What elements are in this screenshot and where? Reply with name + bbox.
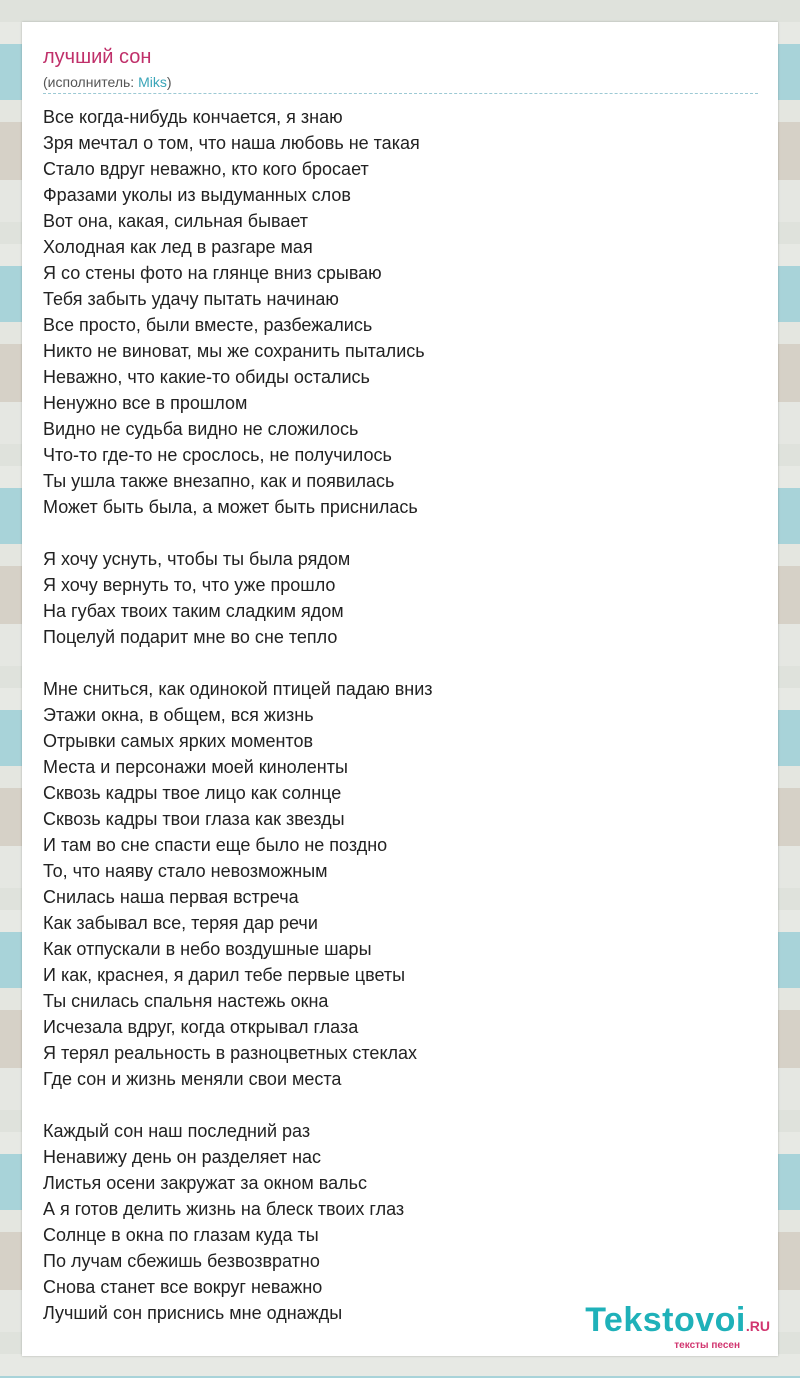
lyric-line: Вот она, какая, сильная бывает: [43, 211, 309, 231]
lyric-line: И как, краснея, я дарил тебе первые цветы: [43, 965, 406, 985]
lyric-line: Никто не виноват, мы же сохранить пытались: [43, 341, 425, 361]
lyric-line: Отрывки самых ярких моментов: [43, 731, 314, 751]
stanza-break: [43, 1092, 433, 1118]
lyric-line: Видно не судьба видно не сложилось: [43, 419, 359, 439]
lyric-line: Я хочу уснуть, чтобы ты была рядом: [43, 549, 351, 569]
song-title: лучший сон: [43, 46, 152, 68]
logo-tagline: тексты песен: [674, 1340, 740, 1351]
site-logo[interactable]: [585, 1302, 770, 1352]
lyric-line: Все когда-нибудь кончается, я знаю: [43, 107, 343, 127]
lyric-line: Лучший сон приснись мне однажды: [43, 1303, 343, 1323]
lyric-line: Холодная как лед в разгаре мая: [43, 237, 313, 257]
logo-tld: .RU: [745, 1318, 770, 1334]
lyric-line: Тебя забыть удачу пытать начинаю: [43, 289, 339, 309]
lyric-line: Поцелуй подарит мне во сне тепло: [43, 627, 338, 647]
lyric-line: Как забывал все, теряя дар речи: [43, 913, 318, 933]
lyric-line: По лучам сбежишь безвозвратно: [43, 1251, 320, 1271]
lyric-line: На губах твоих таким сладким ядом: [43, 601, 344, 621]
lyric-line: Где сон и жизнь меняли свои места: [43, 1069, 342, 1089]
lyric-line: Места и персонажи моей киноленты: [43, 757, 348, 777]
lyric-line: Мне сниться, как одинокой птицей падаю вниз: [43, 679, 433, 699]
artist-prefix: (исполнитель:: [43, 74, 139, 90]
lyric-line: Ты снилась спальня настежь окна: [43, 991, 329, 1011]
lyric-line: Стало вдруг неважно, кто кого бросает: [43, 159, 369, 179]
lyric-line: Этажи окна, в общем, вся жизнь: [43, 705, 314, 725]
stanza-break: [43, 520, 433, 546]
lyric-line: Может быть была, а может быть приснилась: [43, 497, 418, 517]
lyric-line: Я терял реальность в разноцветных стеклах: [43, 1043, 418, 1063]
lyric-line: Фразами уколы из выдуманных слов: [43, 185, 351, 205]
lyric-line: Ты ушла также внезапно, как и появилась: [43, 471, 395, 491]
artist-line: [43, 73, 172, 91]
lyrics-card: [22, 22, 778, 1356]
lyric-line: Каждый сон наш последний раз: [43, 1121, 311, 1141]
lyric-line: Как отпускали в небо воздушные шары: [43, 939, 372, 959]
lyric-line: Ненавижу день он разделяет нас: [43, 1147, 322, 1167]
lyric-line: И там во сне спасти еще было не поздно: [43, 835, 388, 855]
logo-name: Tekstovoi: [585, 1301, 746, 1339]
lyric-line: Листья осени закружат за окном вальс: [43, 1173, 368, 1193]
lyric-line: А я готов делить жизнь на блеск твоих глаз: [43, 1199, 405, 1219]
lyric-line: Солнце в окна по глазам куда ты: [43, 1225, 319, 1245]
artist-link[interactable]: Miks: [138, 74, 167, 90]
lyric-line: Сквозь кадры твое лицо как солнце: [43, 783, 342, 803]
title-divider: [43, 93, 758, 94]
lyric-line: Исчезала вдруг, когда открывал глаза: [43, 1017, 359, 1037]
lyric-line: Неважно, что какие-то обиды остались: [43, 367, 370, 387]
lyric-line: Сквозь кадры твои глаза как звезды: [43, 809, 345, 829]
lyric-line: Снова станет все вокруг неважно: [43, 1277, 323, 1297]
lyric-line: Что-то где-то не срослось, не получилось: [43, 445, 392, 465]
lyric-line: Ненужно все в прошлом: [43, 393, 248, 413]
lyric-line: Я со стены фото на глянце вниз срываю: [43, 263, 382, 283]
lyric-line: Снилась наша первая встреча: [43, 887, 299, 907]
lyric-line: Зря мечтал о том, что наша любовь не такая: [43, 133, 420, 153]
lyric-line: То, что наяву стало невозможным: [43, 861, 328, 881]
lyric-line: Все просто, были вместе, разбежались: [43, 315, 373, 335]
lyrics-text: [43, 104, 433, 1326]
lyric-line: Я хочу вернуть то, что уже прошло: [43, 575, 336, 595]
artist-suffix: ): [166, 74, 172, 90]
stanza-break: [43, 650, 433, 676]
